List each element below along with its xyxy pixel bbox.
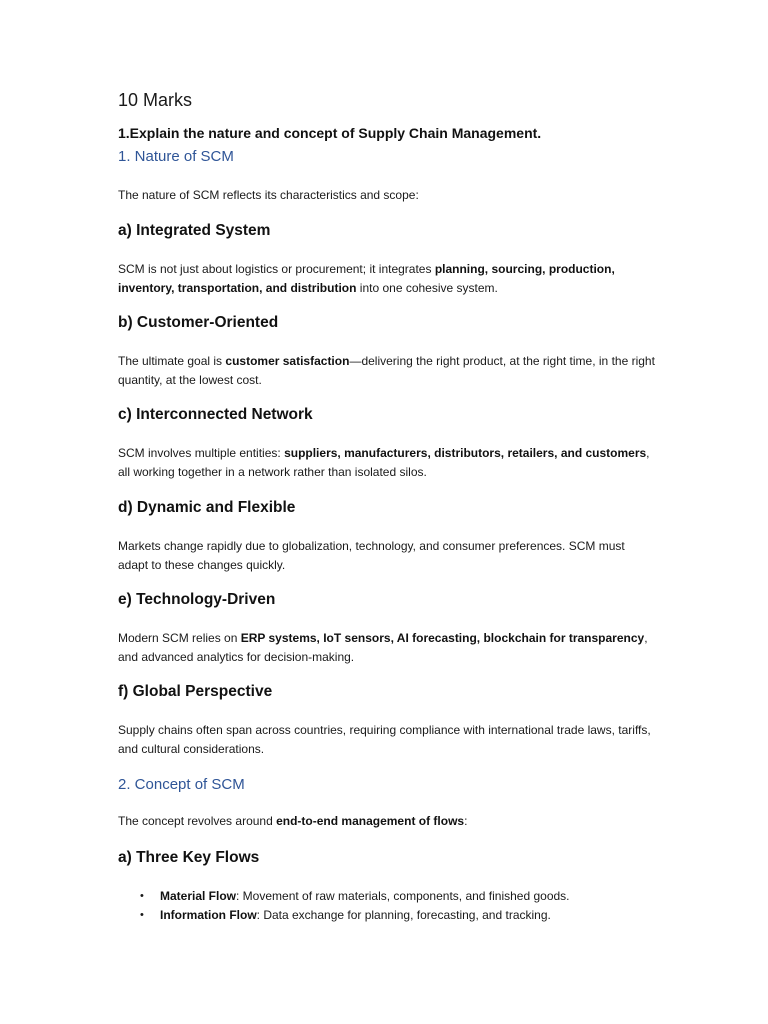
subheading-global-perspective: f) Global Perspective xyxy=(118,683,273,700)
list-item xyxy=(118,906,570,925)
section-heading-nature: 1. Nature of SCM xyxy=(118,148,234,165)
question-heading: 1.Explain the nature and concept of Supply Chain Management. xyxy=(118,125,542,141)
text-run: : Movement of raw materials, components, and finished goods. xyxy=(236,889,570,903)
text-run: The ultimate goal is xyxy=(118,354,226,368)
text-run: SCM is not just about logistics or procurement; it integrates xyxy=(118,262,435,276)
bullet-icon: • xyxy=(140,908,144,921)
subheading-technology-driven: e) Technology-Driven xyxy=(118,591,276,608)
bold-run: customer satisfaction xyxy=(225,354,350,368)
paragraph-global-perspective: Supply chains often span across countries, requiring compliance with international trade laws, tariffs, and cultural considerations. xyxy=(118,723,651,756)
document-title: 10 Marks xyxy=(118,90,193,110)
bold-run: ERP systems, IoT sensors, AI forecasting, blockchain for transparency xyxy=(240,631,645,645)
text-run: SCM involves multiple entities: xyxy=(118,446,285,460)
paragraph-customer-oriented xyxy=(118,352,658,389)
subheading-interconnected-network: c) Interconnected Network xyxy=(118,406,313,423)
paragraph-technology-driven xyxy=(118,629,658,666)
subheading-customer-oriented: b) Customer-Oriented xyxy=(118,314,279,331)
bold-run: end-to-end management of flows xyxy=(276,814,465,828)
section-intro-concept xyxy=(118,812,658,831)
paragraph-dynamic-flexible: Markets change rapidly due to globalization, technology, and consumer preferences. SCM must adapt to these changes quickly. xyxy=(118,539,625,572)
bold-run: Material Flow xyxy=(160,889,237,903)
text-run: : xyxy=(464,814,468,828)
bullet-icon: • xyxy=(140,890,144,902)
subheading-integrated-system: a) Integrated System xyxy=(118,222,271,239)
subheading-three-key-flows: a) Three Key Flows xyxy=(118,849,260,866)
paragraph-interconnected-network xyxy=(118,444,658,481)
text-run: , and advanced analytics for decision-making. xyxy=(118,631,648,664)
text-run: Modern SCM relies on xyxy=(118,631,241,645)
section-intro-nature: The nature of SCM reflects its characteristics and scope: xyxy=(118,188,419,202)
section-heading-concept: 2. Concept of SCM xyxy=(118,776,245,793)
list-item xyxy=(118,887,570,906)
text-run: into one cohesive system. xyxy=(356,280,498,295)
text-run: The concept revolves around xyxy=(118,814,277,828)
bold-run: suppliers, manufacturers, distributors, retailers, and customers xyxy=(284,446,647,460)
subheading-dynamic-flexible: d) Dynamic and Flexible xyxy=(118,499,296,516)
bold-run: planning, sourcing, production, inventory, transportation, and distribution xyxy=(118,262,615,295)
text-run: —delivering the right product, at the right time, in the right quantity, at the lowest cost. xyxy=(118,354,655,387)
text-run: , all working together in a network rather than isolated silos. xyxy=(118,446,650,479)
paragraph-integrated-system xyxy=(118,260,658,297)
text-run: : Data exchange for planning, forecasting, and tracking. xyxy=(256,907,551,922)
bold-run: Information Flow xyxy=(160,907,257,922)
bullet-list-flows xyxy=(118,887,570,924)
